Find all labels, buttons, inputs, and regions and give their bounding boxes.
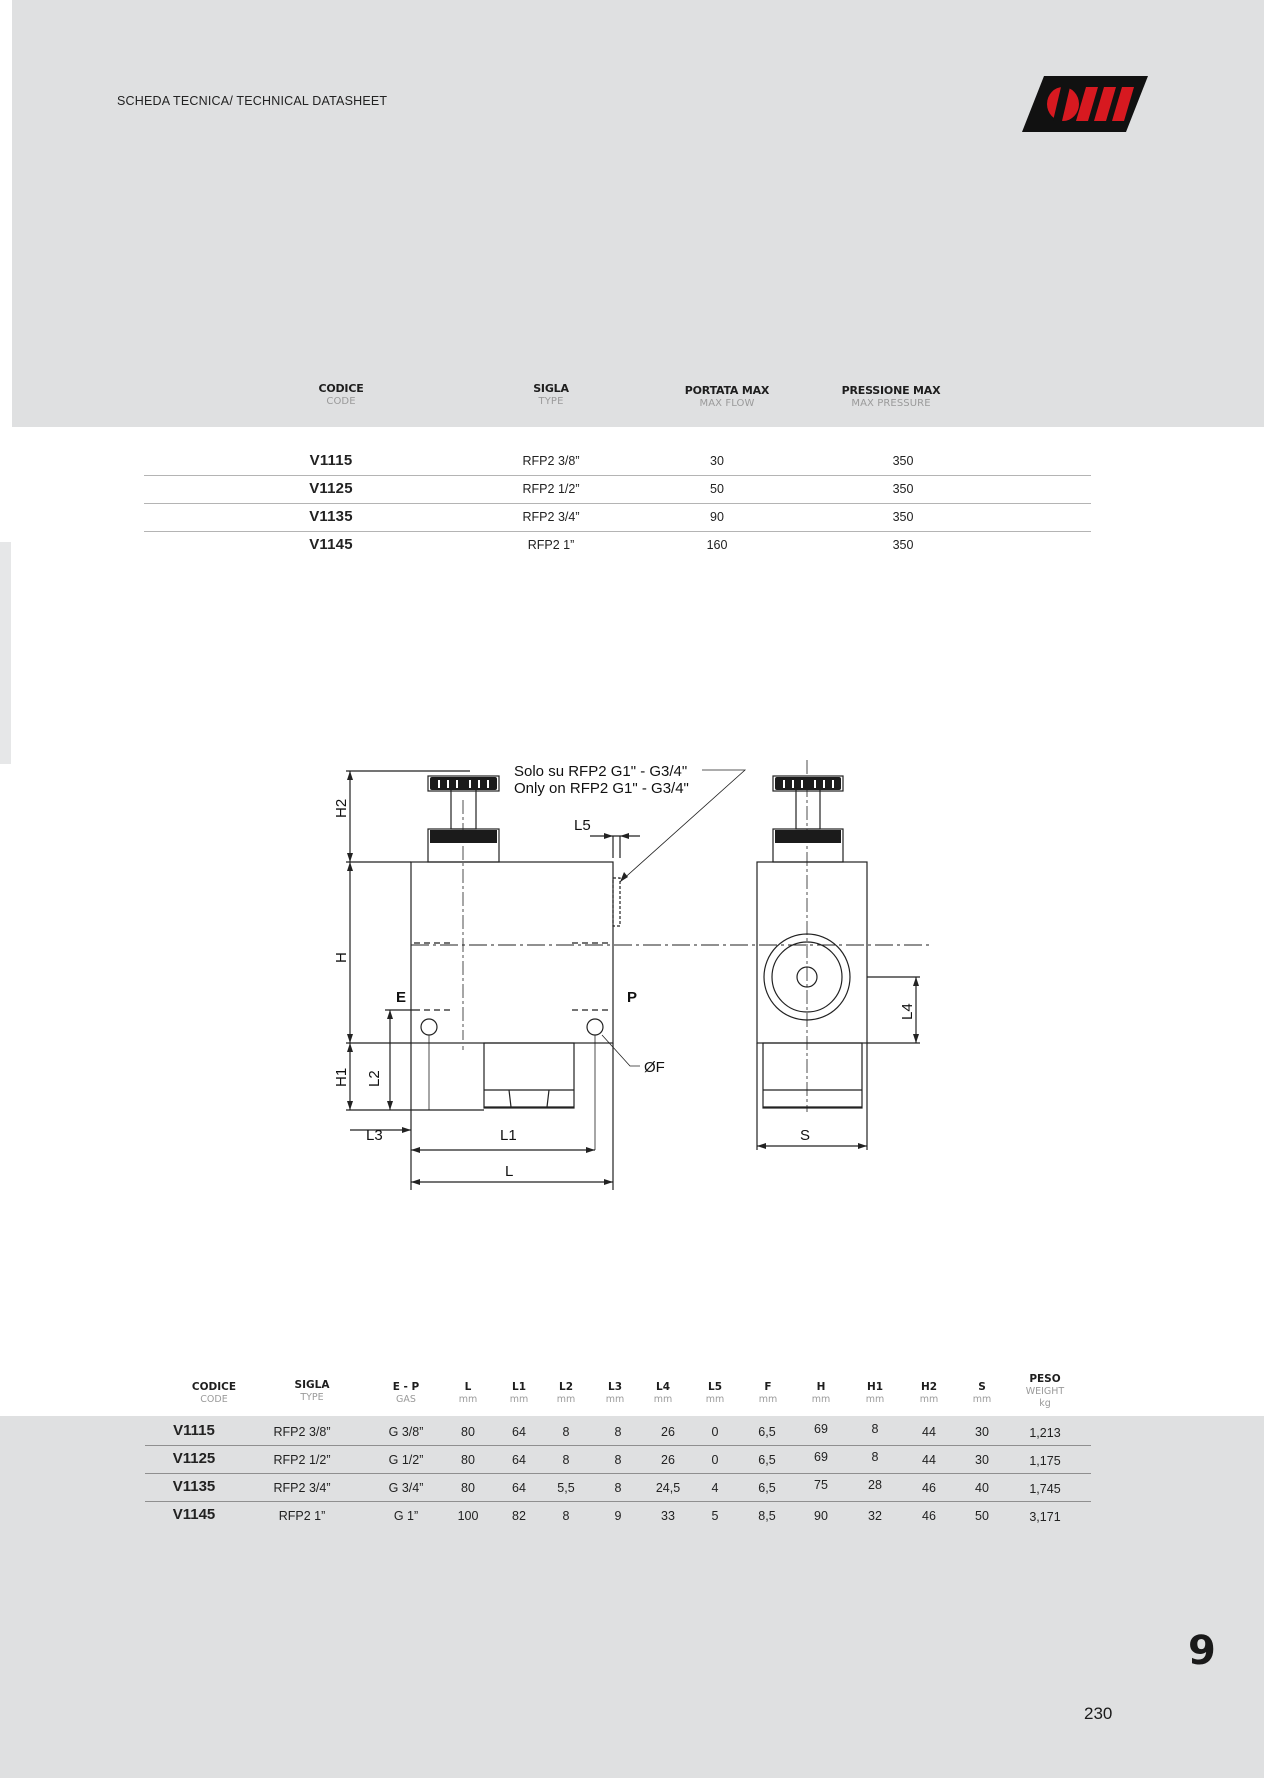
cell-l5: 0 xyxy=(711,1453,719,1467)
type: RFP2 1” xyxy=(278,1509,326,1523)
cell-l5: 0 xyxy=(711,1425,719,1439)
code: V1125 xyxy=(172,1450,216,1467)
cell-l: 80 xyxy=(461,1481,475,1495)
type: RFP2 3/4” xyxy=(273,1481,331,1495)
cell-l5: 5 xyxy=(711,1509,719,1523)
type: RFP2 1/2” xyxy=(522,482,580,496)
cell-f: 6,5 xyxy=(758,1453,776,1467)
t1-header-pressure: PRESSIONE MAX MAX PRESSURE xyxy=(841,384,941,409)
cell-f: 6,5 xyxy=(758,1481,776,1495)
datasheet-title: SCHEDA TECNICA/ TECHNICAL DATASHEET xyxy=(117,94,388,108)
label-h1: H1 xyxy=(333,1067,350,1087)
table-row xyxy=(144,475,1091,504)
flow: 50 xyxy=(710,482,724,496)
cell-h2: 44 xyxy=(922,1453,936,1467)
cell-l2: 8 xyxy=(562,1425,570,1439)
cell-l3: 9 xyxy=(614,1509,622,1523)
cell-h1: 8 xyxy=(871,1450,879,1464)
label-f: ØF xyxy=(644,1059,665,1076)
t2-header-h2: H2 mm xyxy=(919,1381,939,1405)
label-l4: L4 xyxy=(899,1003,916,1020)
technical-drawing xyxy=(320,752,940,1197)
t2-header-s: S mm xyxy=(972,1381,992,1405)
gas: G 3/8” xyxy=(388,1425,424,1439)
cell-h: 69 xyxy=(814,1450,828,1464)
t2-header-h1: H1 mm xyxy=(865,1381,885,1405)
label-h2: H2 xyxy=(333,798,350,818)
cell-s: 50 xyxy=(975,1509,989,1523)
table-row xyxy=(145,1501,1091,1529)
pressure: 350 xyxy=(892,454,914,468)
cell-l1: 64 xyxy=(512,1481,526,1495)
pressure: 350 xyxy=(892,510,914,524)
pressure: 350 xyxy=(892,538,914,552)
label-h: H xyxy=(333,952,350,963)
type: RFP2 3/8” xyxy=(522,454,580,468)
label-l2: L2 xyxy=(366,1070,383,1087)
cell-weight: 1,175 xyxy=(1029,1454,1061,1468)
table-row xyxy=(145,1417,1091,1446)
code: V1125 xyxy=(309,480,353,497)
cell-h2: 46 xyxy=(922,1509,936,1523)
t1-header-code: CODICE CODE xyxy=(318,382,364,407)
t2-header-l5: L5 mm xyxy=(705,1381,725,1405)
gas: G 1” xyxy=(393,1509,419,1523)
cell-s: 40 xyxy=(975,1481,989,1495)
table-row xyxy=(145,1473,1091,1502)
label-l5: L5 xyxy=(574,817,591,834)
t2-header-h: H mm xyxy=(811,1381,831,1405)
cell-l4: 26 xyxy=(661,1425,675,1439)
cell-l1: 82 xyxy=(512,1509,526,1523)
page-number: 230 xyxy=(1084,1704,1113,1723)
t2-header-f: F mm xyxy=(758,1381,778,1405)
cell-l: 100 xyxy=(457,1509,479,1523)
section-number: 9 xyxy=(1188,1628,1216,1674)
t2-header-l3: L3 mm xyxy=(605,1381,625,1405)
label-p: P xyxy=(627,989,638,1006)
header-band xyxy=(12,0,1264,427)
table-row xyxy=(144,503,1091,532)
t2-header-l4: L4 mm xyxy=(653,1381,673,1405)
cell-h: 90 xyxy=(814,1509,828,1523)
code: V1145 xyxy=(309,536,353,553)
code: V1135 xyxy=(172,1478,216,1495)
cell-h: 69 xyxy=(814,1422,828,1436)
cell-l3: 8 xyxy=(614,1425,622,1439)
note-it: Solo su RFP2 G1" - G3/4" xyxy=(514,763,688,780)
note-en: Only on RFP2 G1" - G3/4" xyxy=(514,780,689,797)
gas: G 1/2” xyxy=(388,1453,424,1467)
label-s: S xyxy=(800,1127,811,1144)
label-l1: L1 xyxy=(500,1127,517,1144)
cell-l2: 5,5 xyxy=(557,1481,575,1495)
code: V1145 xyxy=(172,1506,216,1523)
type: RFP2 3/8” xyxy=(273,1425,331,1439)
cell-weight: 3,171 xyxy=(1029,1510,1061,1524)
cell-h: 75 xyxy=(814,1478,828,1492)
cell-f: 8,5 xyxy=(758,1509,776,1523)
t2-header-weight: PESO WEIGHT kg xyxy=(1025,1373,1065,1409)
t2-header-type: SIGLA TYPE xyxy=(294,1379,330,1403)
cell-l: 80 xyxy=(461,1425,475,1439)
gas: G 3/4” xyxy=(388,1481,424,1495)
t2-header-l: L mm xyxy=(458,1381,478,1405)
code: V1115 xyxy=(309,452,353,469)
cell-f: 6,5 xyxy=(758,1425,776,1439)
code: V1135 xyxy=(309,508,353,525)
cell-l1: 64 xyxy=(512,1425,526,1439)
type: RFP2 1” xyxy=(527,538,575,552)
cell-l2: 8 xyxy=(562,1509,570,1523)
t1-header-flow: PORTATA MAX MAX FLOW xyxy=(684,384,770,409)
flow: 160 xyxy=(706,538,728,552)
t2-header-l2: L2 mm xyxy=(556,1381,576,1405)
cell-l2: 8 xyxy=(562,1453,570,1467)
cell-l4: 33 xyxy=(661,1509,675,1523)
type: RFP2 1/2” xyxy=(273,1453,331,1467)
cell-weight: 1,213 xyxy=(1029,1426,1061,1440)
cell-h2: 46 xyxy=(922,1481,936,1495)
cell-h1: 28 xyxy=(868,1478,882,1492)
brand-logo xyxy=(1022,76,1148,132)
type: RFP2 3/4” xyxy=(522,510,580,524)
flow: 90 xyxy=(710,510,724,524)
table-row xyxy=(144,447,1091,476)
flow: 30 xyxy=(710,454,724,468)
table-row xyxy=(145,1445,1091,1474)
table-row xyxy=(144,531,1091,559)
side-tab xyxy=(0,542,11,764)
t2-header-code: CODICE CODE xyxy=(191,1381,237,1405)
cell-l: 80 xyxy=(461,1453,475,1467)
cell-l5: 4 xyxy=(711,1481,719,1495)
code: V1115 xyxy=(173,1422,215,1439)
t2-header-gas: E - P GAS xyxy=(392,1381,420,1405)
cell-h1: 32 xyxy=(868,1509,882,1523)
pressure: 350 xyxy=(892,482,914,496)
label-l: L xyxy=(505,1163,514,1180)
label-e: E xyxy=(396,989,407,1006)
cell-h2: 44 xyxy=(922,1425,936,1439)
t1-header-type: SIGLA TYPE xyxy=(533,382,569,407)
cell-l4: 24,5 xyxy=(655,1481,681,1495)
cell-s: 30 xyxy=(975,1425,989,1439)
label-l3: L3 xyxy=(366,1127,383,1144)
cell-l3: 8 xyxy=(614,1481,622,1495)
cell-l3: 8 xyxy=(614,1453,622,1467)
cell-l1: 64 xyxy=(512,1453,526,1467)
cell-h1: 8 xyxy=(871,1422,879,1436)
t2-header-l1: L1 mm xyxy=(509,1381,529,1405)
cell-weight: 1,745 xyxy=(1029,1482,1061,1496)
cell-l4: 26 xyxy=(661,1453,675,1467)
cell-s: 30 xyxy=(975,1453,989,1467)
